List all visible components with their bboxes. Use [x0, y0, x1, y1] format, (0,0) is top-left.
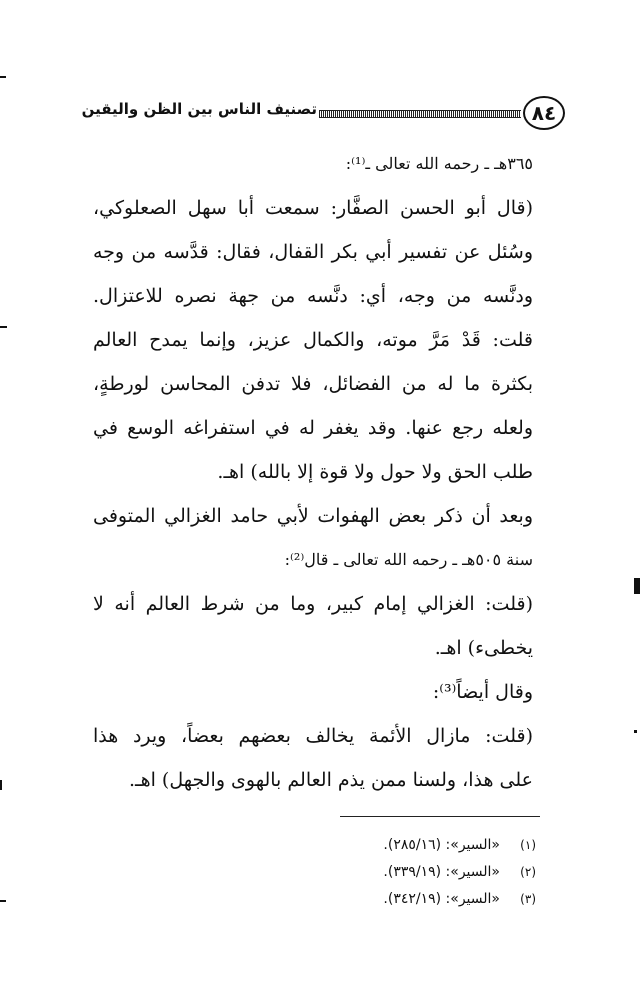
footnote [300, 859, 536, 886]
footnote-text: «السير»: (٢٨٥/١٦). [383, 837, 500, 853]
scan-edge-mark [634, 730, 637, 733]
footnote-number: (٣) [520, 892, 536, 906]
footnote-separator [340, 816, 540, 817]
text-line: وسُئل عن تفسير أبي بكر القفال، فقال: قدَّسه من وجه [93, 241, 533, 263]
footnote-text: «السير»: (٣٣٩/١٩). [383, 864, 500, 880]
text-line: ولعله رجع عنها. وقد يغفر له في استفراغه الوسع في [93, 417, 533, 439]
main-text [93, 142, 533, 802]
footnotes [300, 832, 536, 913]
text-line: ودنَّسه من وجه، أي: دنَّسه من جهة نصره للاعتزال. [93, 285, 533, 307]
footnote-number: (١) [520, 838, 536, 852]
text-line: سنة ٥٠٥هـ ـ رحمه الله تعالى ـ قال⁽²⁾: [284, 550, 533, 569]
text-line: بكثرة ما له من الفضائل، فلا تدفن المحاسن لورطةٍ، [93, 373, 533, 395]
text-line: على هذا، ولسنا ممن يذم العالم بالهوى والجهل) اهـ. [128, 769, 533, 791]
footnote [300, 886, 536, 913]
page-number: ٨٤ [523, 96, 565, 130]
text-line: وبعد أن ذكر بعض الهفوات لأبي حامد الغزالي المتوفى [93, 505, 533, 527]
page-header [80, 96, 565, 136]
text-line: (قلت: مازال الأئمة يخالف بعضهم بعضاً، ويرد هذا [93, 725, 533, 747]
text-line: قلت: قَدْ مَرَّ موته، والكمال عزيز، وإنما يمدح العالم [93, 329, 533, 351]
header-rule [319, 110, 521, 118]
text-line: وقال أيضاً⁽³⁾: [432, 681, 533, 703]
footnote-number: (٢) [520, 865, 536, 879]
text-line: طلب الحق ولا حول ولا قوة إلا بالله) اهـ. [217, 461, 533, 483]
scan-edge-mark [0, 780, 2, 790]
text-line: يخطىء) اهـ. [434, 637, 533, 659]
running-title: تصنيف الناس بين الظن واليقين [81, 100, 317, 118]
text-line: ٣٦٥هـ ـ رحمه الله تعالى ـ⁽¹⁾: [345, 154, 533, 173]
scan-edge-mark [0, 76, 6, 78]
footnote [300, 832, 536, 859]
text-line: (قال أبو الحسن الصفَّار: سمعت أبا سهل الصعلوكي، [93, 197, 533, 219]
scan-edge-mark [634, 578, 640, 594]
scan-edge-mark [0, 900, 6, 902]
text-line: (قلت: الغزالي إمام كبير، وما من شرط العالم أنه لا [93, 593, 533, 615]
scan-edge-mark [0, 326, 7, 328]
footnote-text: «السير»: (٣٤٢/١٩). [383, 891, 500, 907]
